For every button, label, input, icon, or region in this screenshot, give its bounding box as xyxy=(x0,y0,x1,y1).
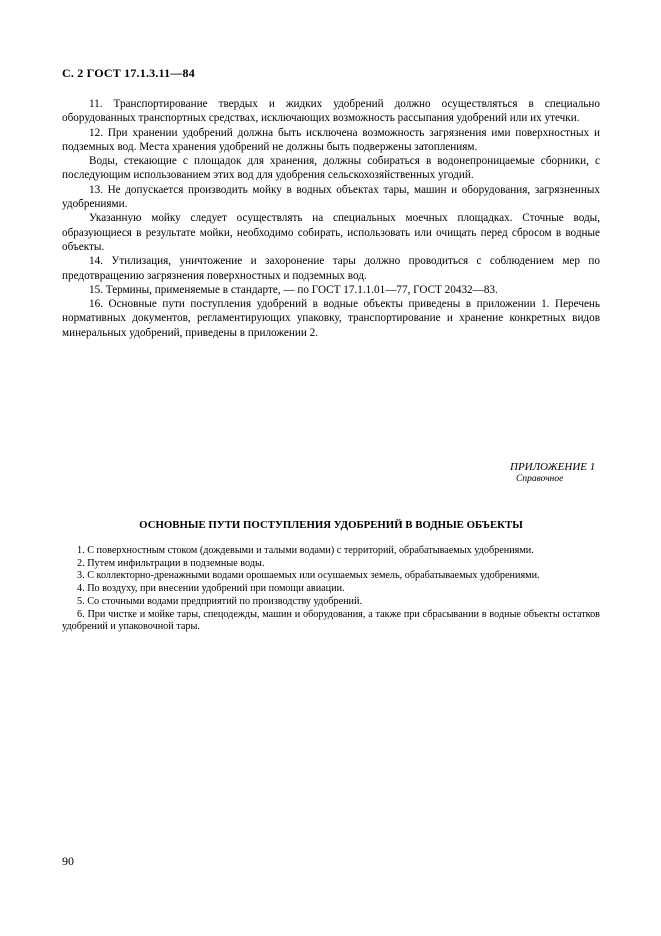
page-number: 90 xyxy=(62,854,74,868)
paragraph-11: 11. Транспортирование твердых и жидких удобрений должно осуществляться в специально оборудованных транспортных средствах, исключающих возможность рассыпания удобрений или их утечки. xyxy=(62,98,600,125)
paragraph-12: 12. При хранении удобрений должна быть исключена возможность загрязнения ими поверхностных и подземных вод. Места хранения удобрений не должны быть подвержены затоплениям. xyxy=(62,126,600,153)
appendix-title: ОСНОВНЫЕ ПУТИ ПОСТУПЛЕНИЯ УДОБРЕНИЙ В ВОДНЫЕ ОБЪЕКТЫ xyxy=(139,519,523,531)
appendix-label: ПРИЛОЖЕНИЕ 1 xyxy=(510,461,596,473)
list-item: 2. Путем инфильтрации в подземные воды. xyxy=(77,557,265,569)
page-header: С. 2 ГОСТ 17.1.3.11—84 xyxy=(62,66,195,80)
list-item: 4. По воздуху, при внесении удобрений при помощи авиации. xyxy=(77,583,345,595)
paragraph-13: 13. Не допускается производить мойку в водных объектах тары, машин и оборудования, загрязненных удобрениями. xyxy=(62,183,600,211)
paragraph-16: 16. Основные пути поступления удобрений в водные объекты приведены в приложении 1. Перечень нормативных документов, регламентирующих упаковку, транспортирование и хранение конкретных видов минеральных удобрений, приведены в приложении 2. xyxy=(62,298,600,339)
paragraph-13-washing: Указанную мойку следует осуществлять на специальных моечных площадках. Сточные воды, образующиеся в результате мойки, необходимо собирать, использовать или очищать перед сбросом в водные объекты. xyxy=(62,212,600,253)
appendix-note: Справочное xyxy=(516,474,564,484)
main-text xyxy=(62,97,600,340)
list-item: 1. С поверхностным стоком (дождевыми и талыми водами) с территорий, обрабатываемых удобрениями. xyxy=(77,545,534,556)
paragraph-12-runoff: Воды, стекающие с площадок для хранения, должны собираться в водонепроницаемые сборники, с последующим использованием этих вод для удобрения сельскохозяйственных угодий. xyxy=(62,155,600,182)
list-item: 3. С коллекторно-дренажными водами орошаемых или осушаемых земель, обрабатываемых удобрениями. xyxy=(77,570,540,582)
paragraph-14: 14. Утилизация, уничтожение и захоронение тары должно проводиться с соблюдением мер по предотвращению загрязнения поверхностных и подземных вод. xyxy=(62,255,600,282)
list-item: 6. При чистке и мойке тары, спецодежды, машин и оборудования, а также при сбрасывании в водные объекты остатков удобрений и упаковочной тары. xyxy=(62,608,600,633)
list-item: 5. Со сточными водами предприятий по производству удобрений. xyxy=(77,595,362,607)
appendix-list xyxy=(62,545,600,634)
paragraph-15: 15. Термины, применяемые в стандарте, — по ГОСТ 17.1.1.01—77, ГОСТ 20432—83. xyxy=(89,283,498,296)
